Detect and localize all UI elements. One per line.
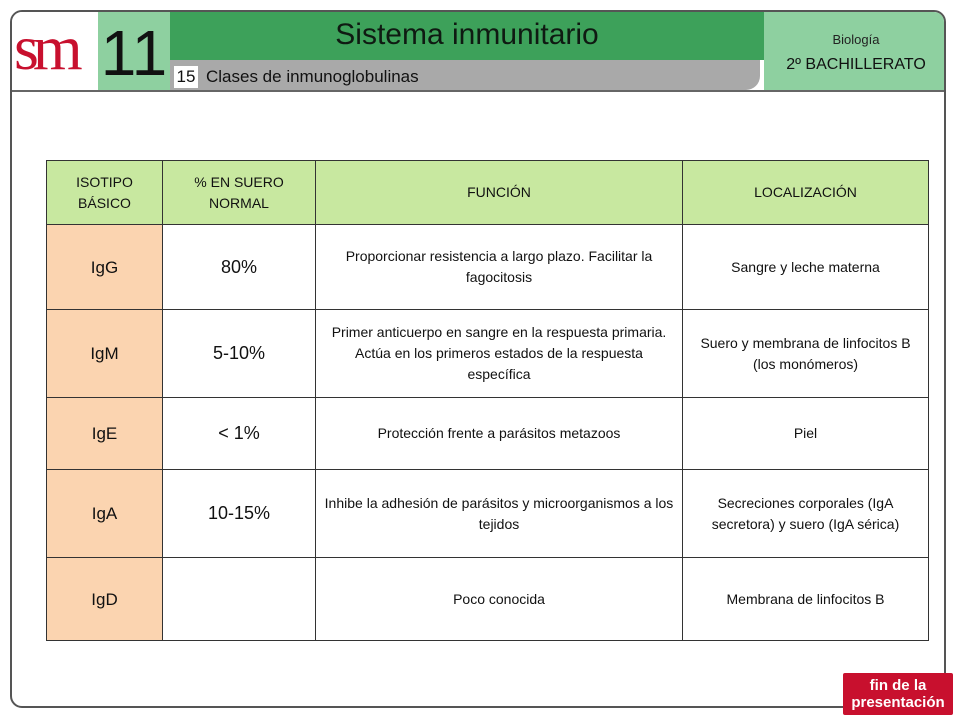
unit-number: 11 (100, 17, 168, 89)
isotipo-cell: IgM (47, 310, 163, 398)
funcion-cell: Proporcionar resistencia a largo plazo. Facilitar la fagocitosis (316, 225, 683, 310)
immunoglobulin-table (46, 160, 929, 641)
page-title: Sistema inmunitario (335, 18, 599, 51)
end-presentation-button[interactable] (843, 673, 953, 715)
isotipo-cell: IgE (47, 398, 163, 470)
localizacion-cell: Secreciones corporales (IgA secretora) y suero (IgA sérica) (683, 470, 929, 558)
suero-cell: 5-10% (163, 310, 316, 398)
level-label: 2º BACHILLERATO (786, 56, 926, 73)
title-bar (170, 12, 764, 60)
header-divider (12, 90, 946, 92)
localizacion-cell: Piel (683, 398, 929, 470)
slide-title: Clases de inmunoglobulinas (206, 67, 419, 86)
table-row (47, 398, 929, 470)
header-localizacion: LOCALIZACIÓN (683, 161, 929, 225)
slide-frame (10, 10, 946, 708)
table-row (47, 558, 929, 641)
suero-cell (163, 558, 316, 641)
end-button-line2: presentación (851, 694, 945, 711)
unit-number-box (98, 12, 170, 90)
slide-number: 15 (174, 66, 198, 88)
funcion-cell: Protección frente a parásitos metazoos (316, 398, 683, 470)
funcion-cell: Inhibe la adhesión de parásitos y microorganismos a los tejidos (316, 470, 683, 558)
subject-block (764, 12, 946, 90)
isotipo-cell: IgA (47, 470, 163, 558)
header-suero: % EN SUERO NORMAL (163, 161, 316, 225)
table-row (47, 470, 929, 558)
table-row (47, 310, 929, 398)
subject-label: Biología (832, 32, 880, 47)
funcion-cell: Primer anticuerpo en sangre en la respuesta primaria. Actúa en los primeros estados de la respuesta específica (316, 310, 683, 398)
header-funcion: FUNCIÓN (316, 161, 683, 225)
suero-cell: 10-15% (163, 470, 316, 558)
logo-text: sm (14, 12, 77, 83)
header-isotipo: ISOTIPO BÁSICO (47, 161, 163, 225)
localizacion-cell: Membrana de linfocitos B (683, 558, 929, 641)
sm-logo (12, 12, 98, 90)
funcion-cell: Poco conocida (316, 558, 683, 641)
localizacion-cell: Sangre y leche materna (683, 225, 929, 310)
suero-cell: 80% (163, 225, 316, 310)
table-header-row (47, 161, 929, 225)
isotipo-cell: IgD (47, 558, 163, 641)
suero-cell: < 1% (163, 398, 316, 470)
end-button-line1: fin de la (869, 677, 927, 694)
isotipo-cell: IgG (47, 225, 163, 310)
subtitle-bar (170, 60, 760, 90)
table-row (47, 225, 929, 310)
localizacion-cell: Suero y membrana de linfocitos B (los monómeros) (683, 310, 929, 398)
